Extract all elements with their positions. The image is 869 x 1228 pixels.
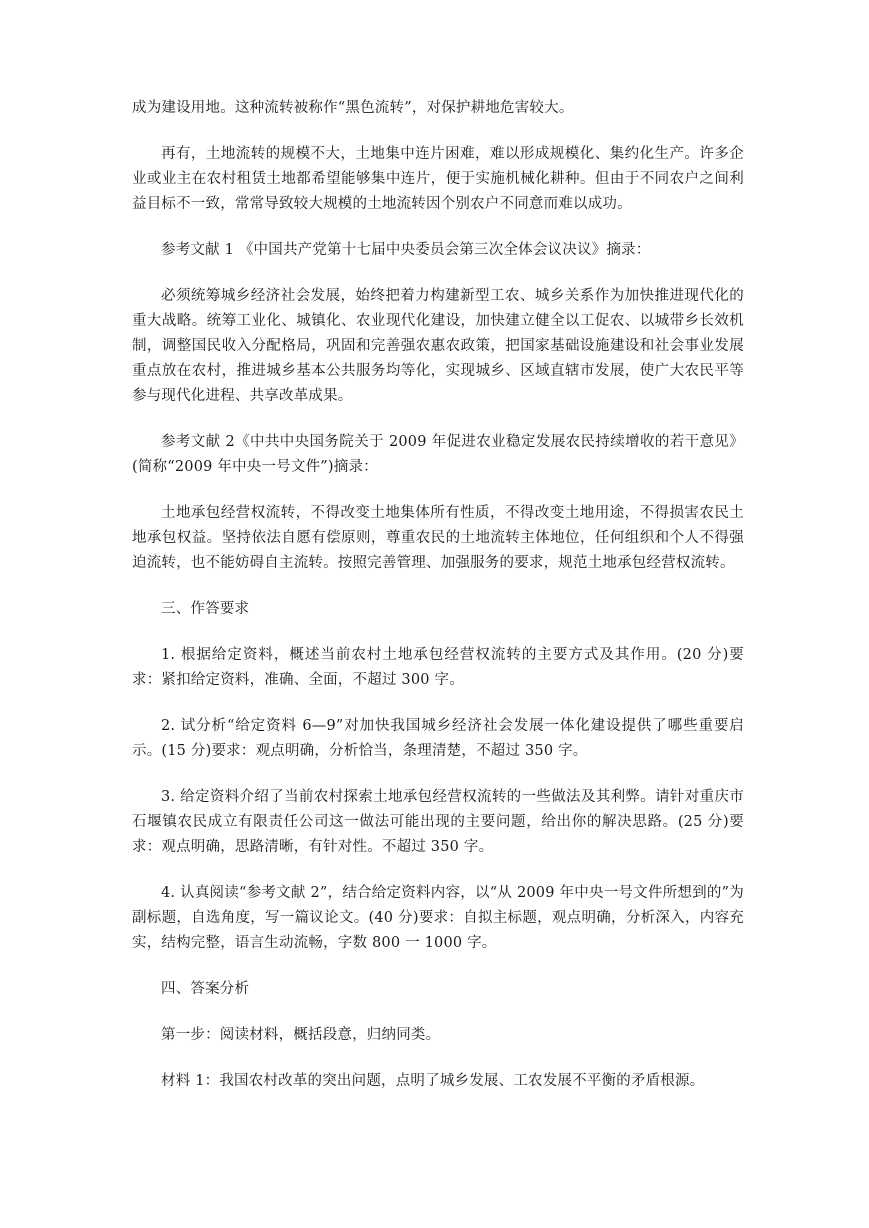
reference-1-excerpt: 必须统筹城乡经济社会发展，始终把着力构建新型工农、城乡关系作为加快推进现代化的重大战略。统筹工业化、城镇化、农业现代化建设，加快建立健全以工促农、以城带乡长效机制，调整国民收入分配格局，巩固和完善强农惠农政策，把国家基础设施建设和社会事业发展重点放在农村，推进城乡基本公共服务均等化，实现城乡、区域直辖市发展，使广大农民平等参与现代化进程、共享改革成果。 — [132, 288, 744, 404]
analysis-step-1: 第一步：阅读材料，概括段意，归纳同类。 — [161, 1027, 441, 1043]
section-heading-requirements: 三、作答要求 — [161, 601, 250, 617]
question-2: 2. 试分析“给定资料 6—9”对加快我国城乡经济社会发展一体化建设提供了哪些重要启示。(15 分)要求：观点明确，分析恰当，条理清楚，不超过 350 字。 — [132, 718, 744, 759]
reference-2-excerpt: 土地承包经营权流转，不得改变土地集体所有性质，不得改变土地用途，不得损害农民土地承包权益。坚持依法自愿有偿原则，尊重农民的土地流转主体地位，任何组织和个人不得强迫流转，也不能妨碍自主流转。按照完善管理、加强服务的要求，规范土地承包经营权流转。 — [132, 505, 744, 571]
paragraph-land-transfer-scale: 再有，土地流转的规模不大，土地集中连片困难，难以形成规模化、集约化生产。许多企业或业主在农村租赁土地都希望能够集中连片，便于实施机械化耕种。但由于不同农户之间利益目标不一致，常常导致较大规模的土地流转因个别农户不同意而难以成功。 — [132, 146, 744, 212]
question-1: 1. 根据给定资料，概述当前农村土地承包经营权流转的主要方式及其作用。(20 分)要求：紧扣给定资料，准确、全面，不超过 300 字。 — [132, 647, 744, 688]
question-4: 4. 认真阅读“参考文献 2”，结合给定资料内容，以“从 2009 年中央一号文件所想到的”为副标题，自选角度，写一篇议论文。(40 分)要求：自拟主标题，观点明确，分析深入，内容充实，结构完整，语言生动流畅，字数 800 一 1000 字。 — [132, 885, 744, 951]
section-heading-analysis: 四、答案分析 — [161, 981, 250, 997]
document-page — [132, 96, 744, 1115]
reference-2-heading: 参考文献 2《中共中央国务院关于 2009 年促进农业稳定发展农民持续增收的若干意见》(简称“2009 年中央一号文件”)摘录： — [132, 434, 744, 475]
paragraph-continuation: 成为建设用地。这种流转被称作“黑色流转”，对保护耕地危害较大。 — [132, 100, 574, 116]
material-1-summary: 材料 1：我国农村改革的突出问题，点明了城乡发展、工农发展不平衡的矛盾根源。 — [161, 1073, 705, 1089]
reference-1-heading: 参考文献 1 《中国共产党第十七届中央委员会第三次全体会议决议》摘录： — [161, 242, 651, 258]
question-3: 3. 给定资料介绍了当前农村探索土地承包经营权流转的一些做法及其利弊。请针对重庆市石堰镇农民成立有限责任公司这一做法可能出现的主要问题，给出你的解决思路。(25 分)要求：观点明确，思路清晰，有针对性。不超过 350 字。 — [132, 789, 744, 855]
